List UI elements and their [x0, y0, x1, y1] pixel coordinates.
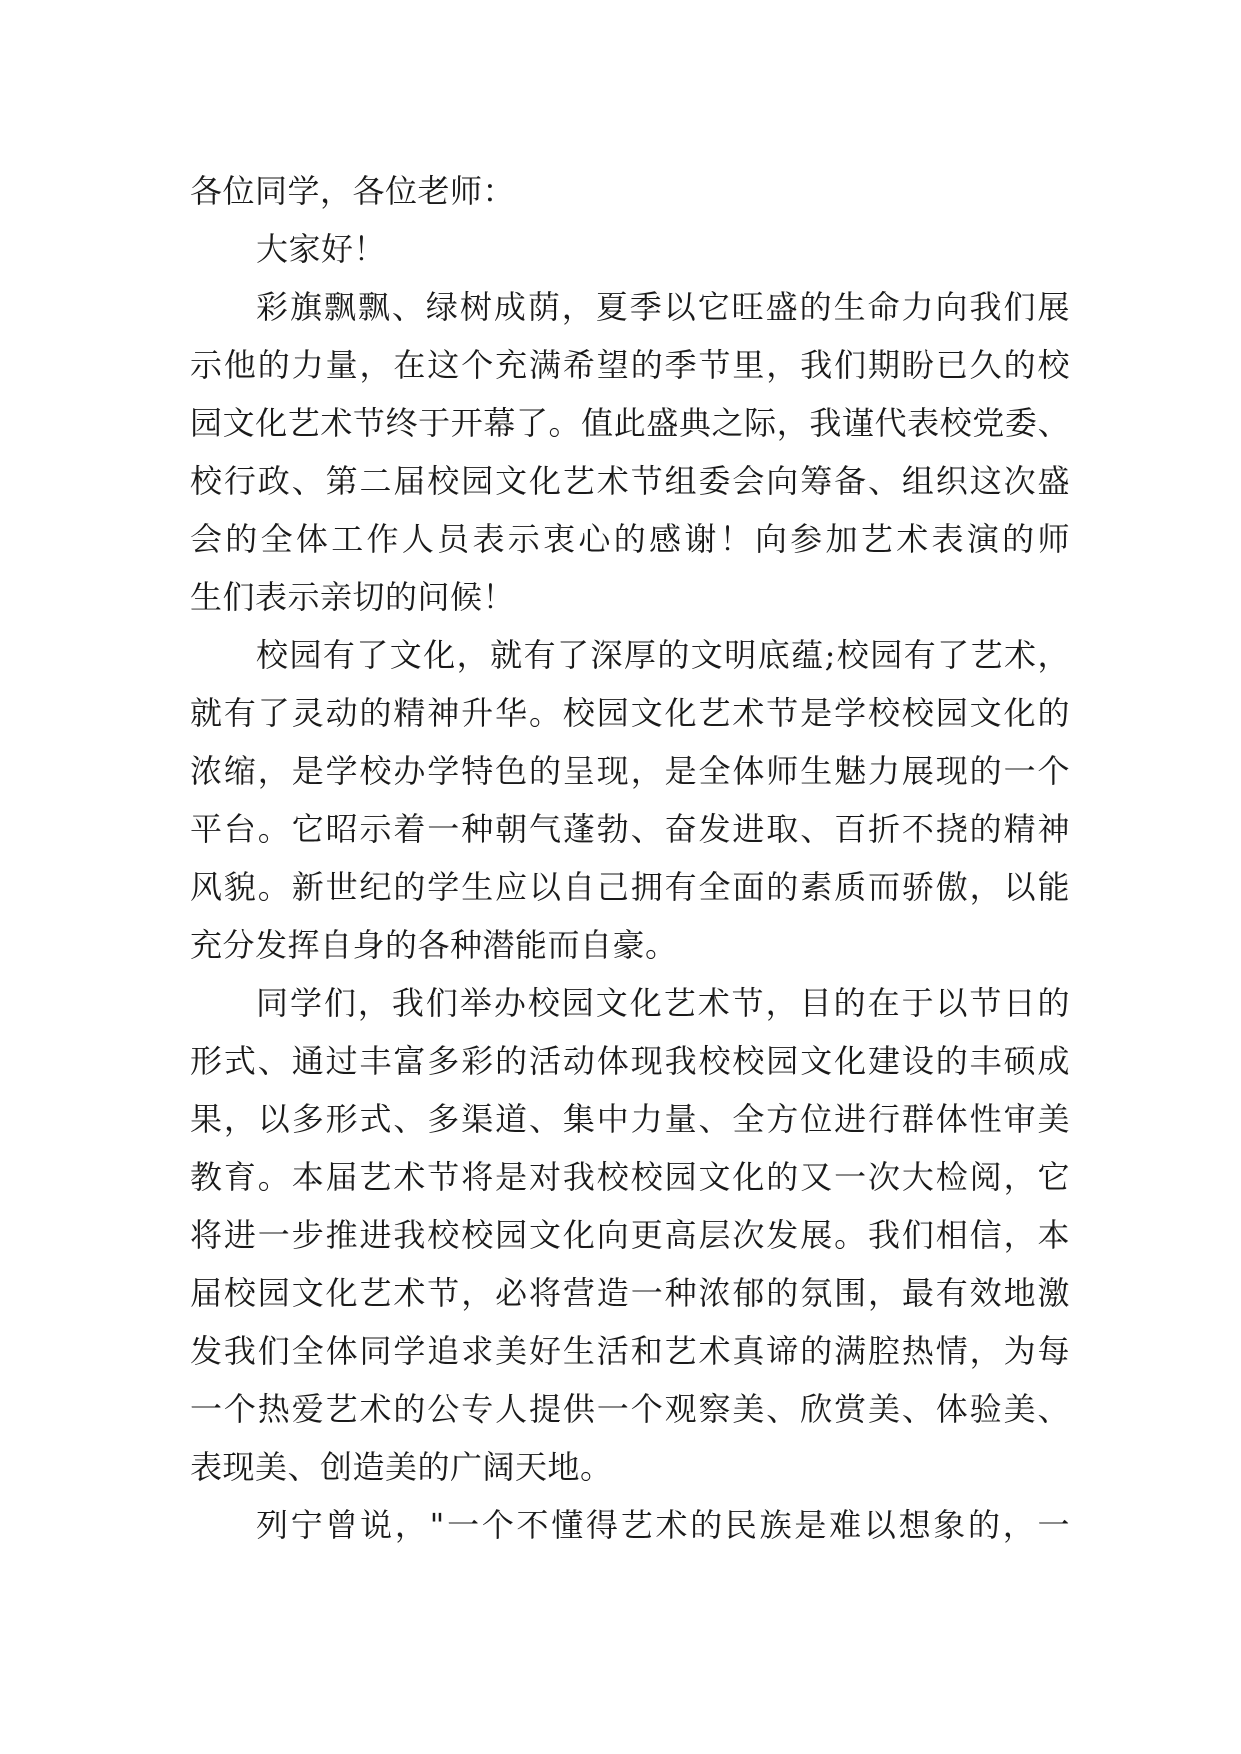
text-line: 浓缩，是学校办学特色的呈现，是全体师生魅力展现的一个	[190, 752, 1070, 790]
text-line: 生们表示亲切的问候！	[190, 578, 516, 616]
text-line: 校行政、第二届校园文化艺术节组委会向筹备、组织这次盛	[190, 462, 1070, 500]
text-line: 大家好！	[256, 230, 387, 268]
text-line: 表现美、创造美的广阔天地。	[190, 1448, 613, 1486]
text-line: 各位同学，各位老师：	[190, 172, 516, 210]
text-line: 将进一步推进我校校园文化向更高层次发展。我们相信，本	[190, 1216, 1070, 1254]
text-line: 充分发挥自身的各种潜能而自豪。	[190, 926, 678, 964]
text-line: 届校园文化艺术节，必将营造一种浓郁的氛围，最有效地激	[190, 1274, 1070, 1312]
text-line: 教育。本届艺术节将是对我校校园文化的又一次大检阅，它	[190, 1158, 1070, 1196]
text-line: 就有了灵动的精神升华。校园文化艺术节是学校校园文化的	[190, 694, 1070, 732]
text-line: 果，以多形式、多渠道、集中力量、全方位进行群体性审美	[190, 1100, 1070, 1138]
text-line: 园文化艺术节终于开幕了。值此盛典之际，我谨代表校党委、	[190, 404, 1070, 442]
text-line: 同学们，我们举办校园文化艺术节，目的在于以节日的	[256, 984, 1070, 1022]
text-line: 风貌。新世纪的学生应以自己拥有全面的素质而骄傲，以能	[190, 868, 1070, 906]
text-line: 会的全体工作人员表示衷心的感谢！向参加艺术表演的师	[190, 520, 1070, 558]
text-line: 校园有了文化，就有了深厚的文明底蕴;校园有了艺术，	[256, 636, 1070, 674]
text-line: 彩旗飘飘、绿树成荫，夏季以它旺盛的生命力向我们展	[256, 288, 1070, 326]
text-line: 示他的力量，在这个充满希望的季节里，我们期盼已久的校	[190, 346, 1070, 384]
text-line: 平台。它昭示着一种朝气蓬勃、奋发进取、百折不挠的精神	[190, 810, 1070, 848]
text-line: 列宁曾说，"一个不懂得艺术的民族是难以想象的，一	[256, 1506, 1070, 1544]
document-body	[190, 162, 1070, 1554]
text-line: 发我们全体同学追求美好生活和艺术真谛的满腔热情，为每	[190, 1332, 1070, 1370]
text-line: 形式、通过丰富多彩的活动体现我校校园文化建设的丰硕成	[190, 1042, 1070, 1080]
text-line: 一个热爱艺术的公专人提供一个观察美、欣赏美、体验美、	[190, 1390, 1070, 1428]
